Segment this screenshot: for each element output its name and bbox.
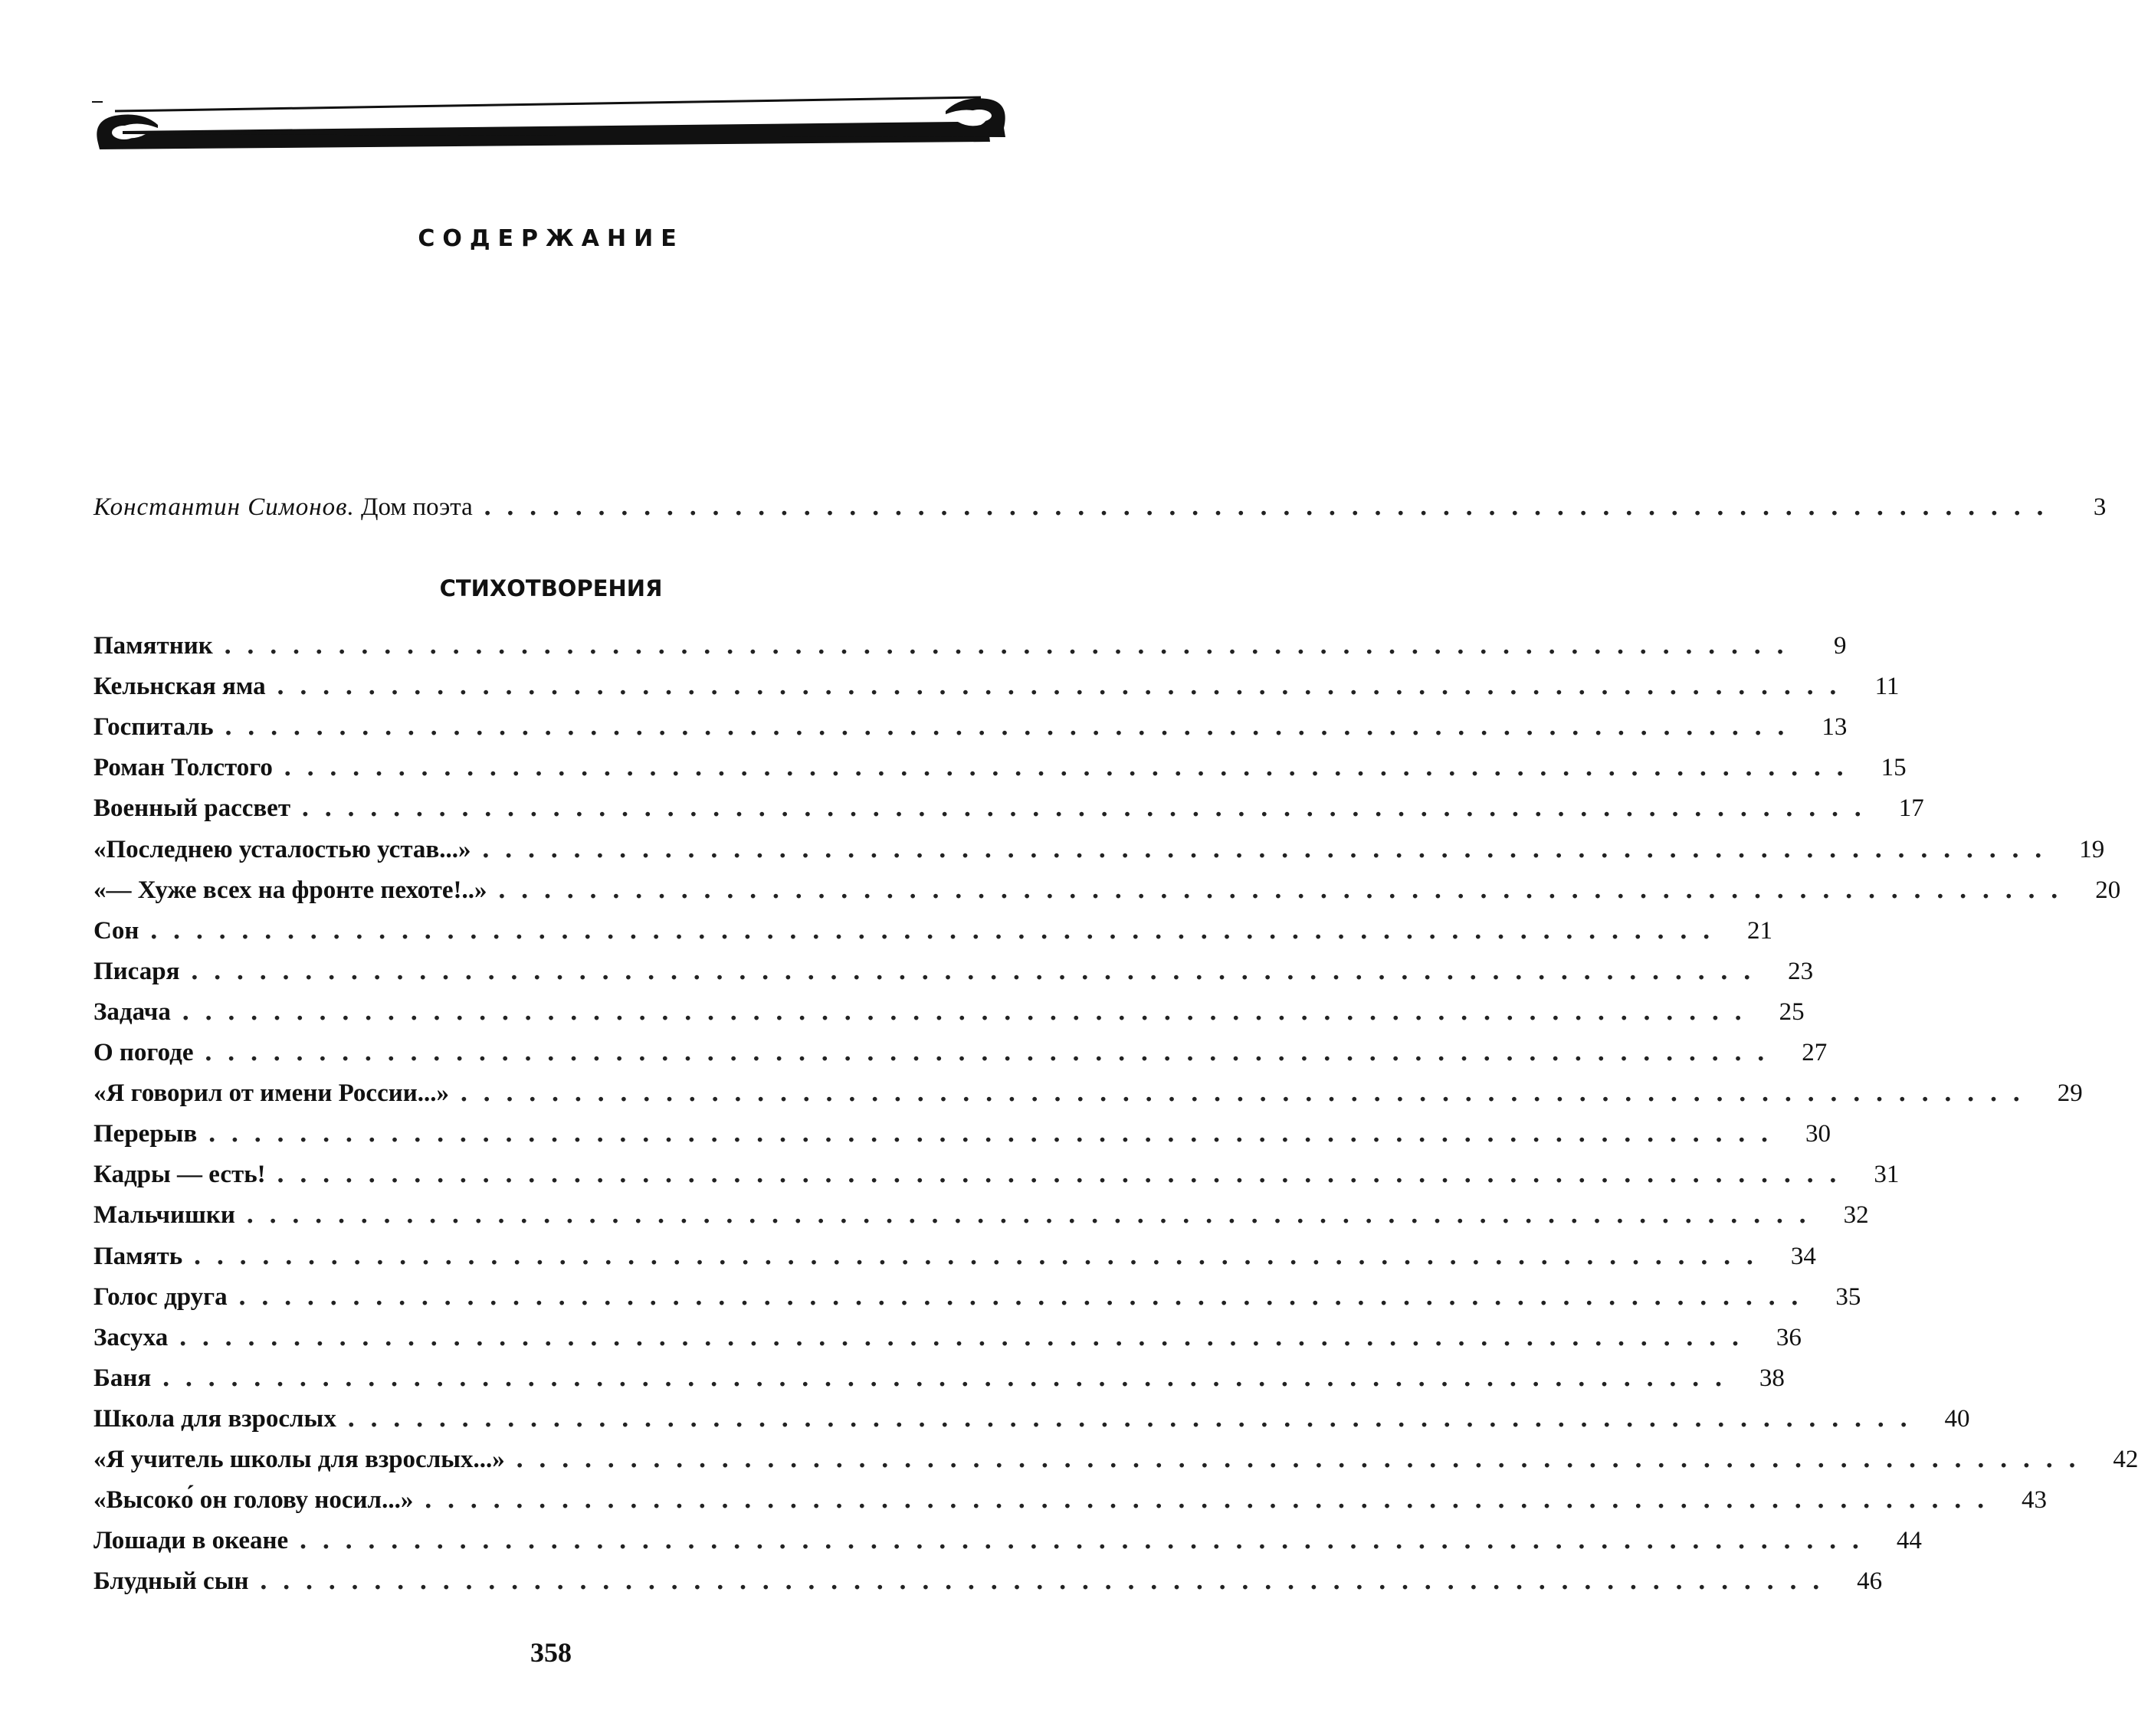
toc-entry [93, 1399, 1970, 1439]
dot-leader: ..................................................................... [223, 632, 1799, 660]
dot-leader: ..................................................................... [181, 997, 1757, 1026]
toc-entry [93, 707, 1848, 747]
toc-entry-title: Задача [93, 997, 171, 1026]
toc-entry-title: Мальчишки [93, 1201, 235, 1230]
dot-leader: ..................................................................... [346, 1404, 1923, 1433]
dot-leader: ..................................................................... [481, 835, 2058, 863]
toc-entry-title: Память [93, 1242, 183, 1270]
toc-page-number: 27 [1802, 1039, 1828, 1066]
toc-entry-title: Сон [93, 916, 139, 945]
dot-leader: ..................................................................... [193, 1242, 1769, 1270]
toc-page-number: 23 [1788, 957, 1814, 985]
dot-leader: ..................................................................... [299, 1527, 1874, 1555]
toc-entry [93, 830, 2105, 870]
toc-entry [93, 1561, 1883, 1601]
dot-leader: ..................................................................... [515, 1446, 2091, 1473]
toc-entry [93, 1480, 2048, 1520]
toc-entry-title: Лошади в океане [93, 1527, 289, 1555]
toc-entry [93, 1277, 1861, 1317]
dot-leader: ..................................................................... [301, 794, 1877, 823]
toc-entry [93, 1114, 1831, 1154]
toc-intro-row [93, 487, 2107, 527]
toc-page-number: 11 [1874, 673, 1900, 701]
toc-entry [93, 952, 1814, 991]
toc-entry-title: Блудный сын [93, 1567, 249, 1596]
toc-entry-title: Писаря [93, 957, 180, 985]
toc-page-number: 36 [1776, 1323, 1802, 1351]
toc-page-number: 9 [1833, 632, 1847, 660]
toc-page-number: 46 [1857, 1567, 1883, 1596]
toc-page-number: 32 [1843, 1201, 1869, 1230]
dot-leader: ..................................................................... [179, 1323, 1754, 1351]
toc-page-number: 30 [1805, 1120, 1831, 1148]
toc-entry-title: Школа для взрослых [93, 1404, 336, 1433]
toc-page-number: 43 [2022, 1486, 2048, 1515]
toc-entry [93, 1358, 1785, 1398]
toc-entry-title: «Высоко́ он голову носил...» [93, 1486, 414, 1515]
toc-entry [93, 870, 2121, 910]
toc-entry [93, 1155, 1900, 1194]
dot-leader: ..................................................................... [204, 1039, 1780, 1066]
toc-entry [93, 1521, 1922, 1561]
toc-page-number: 25 [1779, 997, 1805, 1026]
toc-entry [93, 992, 1805, 1032]
dot-leader: ..................................................................... [259, 1567, 1835, 1596]
toc-entry-title: О погоде [93, 1039, 194, 1066]
toc-page-number: 38 [1759, 1364, 1785, 1392]
toc-entry [93, 911, 1773, 951]
toc-entry-title: «Последнею усталостью устав...» [93, 835, 471, 863]
toc-page-number: 42 [2113, 1446, 2138, 1473]
toc-entry [93, 748, 1907, 788]
toc-entry-title: Кельнская яма [93, 673, 266, 701]
toc-page-number: 31 [1874, 1161, 1900, 1189]
toc-entry [93, 1318, 1802, 1358]
toc-entry-title: Военный рассвет [93, 794, 291, 823]
toc-entry-title: Баня [93, 1364, 152, 1392]
toc-page-number: 3 [2093, 493, 2107, 521]
dot-leader: ..................................................................... [208, 1120, 1783, 1148]
toc-entry [93, 667, 1900, 706]
toc-page-number: 35 [1835, 1282, 1861, 1311]
dot-leader: ..................................................................... [460, 1079, 2035, 1108]
intro-author: Константин Симонов. [93, 493, 355, 521]
toc-entry [93, 1033, 1828, 1073]
toc-entry-title: Кадры — есть! [93, 1161, 266, 1189]
toc-page-number: 44 [1896, 1527, 1922, 1555]
dot-leader: ..................................................................... [497, 876, 2074, 904]
header-ornament-rule [92, 80, 1012, 157]
dot-leader: ..................................................................... [424, 1486, 2000, 1515]
toc-entry [93, 788, 1924, 828]
dot-leader: ..................................................................... [224, 713, 1800, 742]
dot-leader: ..................................................................... [283, 754, 1859, 782]
dot-leader: ..................................................................... [162, 1364, 1737, 1392]
dot-leader: ..................................................................... [190, 957, 1766, 985]
toc-entry-title: Перерыв [93, 1120, 198, 1148]
toc-page-number: 34 [1790, 1242, 1816, 1270]
toc-page-number: 21 [1747, 916, 1773, 945]
dot-leader: ..................................................................... [483, 493, 2059, 521]
toc-page-number: 19 [2079, 835, 2105, 863]
page-title: СОДЕРЖАНИЕ [418, 225, 684, 252]
toc-page-number: 40 [1944, 1404, 1970, 1433]
toc-intro-title [93, 487, 473, 527]
toc-entry-title: Голос друга [93, 1282, 228, 1311]
toc-entry [93, 1440, 2138, 1479]
toc-page-number: 20 [2095, 876, 2121, 904]
dot-leader: ..................................................................... [276, 673, 1852, 701]
toc-page-number: 13 [1822, 713, 1848, 742]
toc-page-number: 17 [1898, 794, 1924, 823]
toc-entry-title: «Я учитель школы для взрослых...» [93, 1446, 505, 1473]
dot-leader: ..................................................................... [238, 1282, 1814, 1311]
dot-leader: ..................................................................... [149, 916, 1726, 945]
dot-leader: ..................................................................... [276, 1161, 1852, 1189]
toc-entry [93, 1195, 1869, 1235]
toc-page-number: 29 [2057, 1079, 2083, 1108]
section-title: СТИХОТВОРЕНИЯ [439, 575, 663, 601]
toc-entry [93, 1073, 2083, 1113]
toc-entry-title: Роман Толстого [93, 754, 273, 782]
intro-work: Дом поэта [361, 493, 473, 521]
toc-page-number: 15 [1881, 754, 1907, 782]
toc-entry-title: Засуха [93, 1323, 169, 1351]
toc-entry [93, 1236, 1816, 1276]
dot-leader: ..................................................................... [245, 1201, 1822, 1230]
toc-entry-title: «Я говорил от имени России...» [93, 1079, 449, 1108]
toc-entry-title: Памятник [93, 632, 213, 660]
folio-page-number: 358 [530, 1637, 572, 1668]
toc-entry-title: «— Хуже всех на фронте пехоте!..» [93, 876, 487, 904]
toc-entry [93, 626, 1847, 666]
toc-entry-title: Госпиталь [93, 713, 214, 742]
